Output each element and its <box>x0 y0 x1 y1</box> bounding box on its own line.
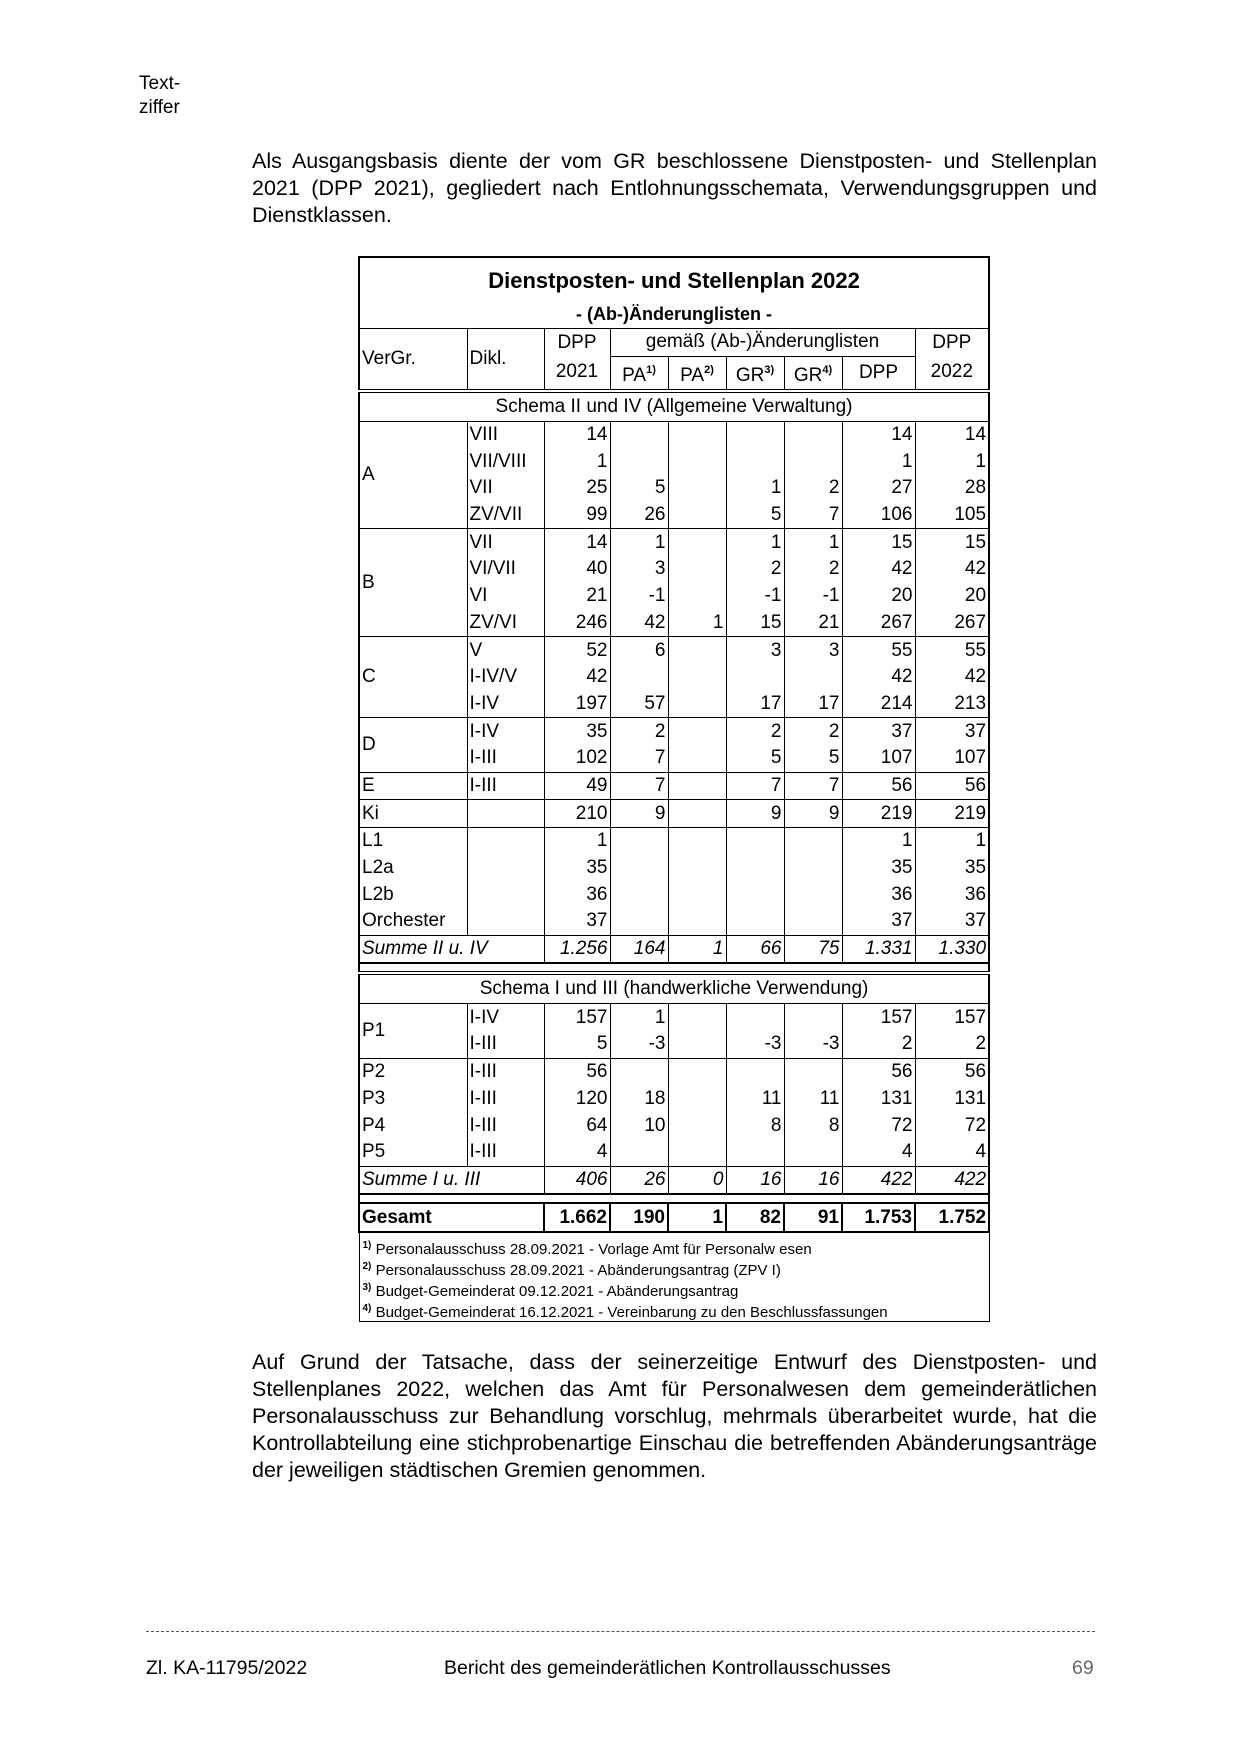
footer-title: Bericht des gemeinderätlichen Kontrollausschusses <box>444 1657 891 1679</box>
dikl-cell <box>467 908 544 935</box>
dpp-2021-cell: 35 <box>544 718 610 745</box>
vergr-cell: P5 <box>359 1139 467 1166</box>
pa2-cell <box>668 1112 726 1139</box>
dikl-cell: I-IV <box>467 718 544 745</box>
pa1-cell: 57 <box>610 691 668 718</box>
gr3-cell <box>726 421 784 448</box>
gr4-cell <box>784 1058 842 1085</box>
pa1-cell <box>610 1058 668 1085</box>
dpp-2022-cell: 105 <box>915 502 989 529</box>
dpp-sum-cell: 1 <box>842 448 915 475</box>
sum-2-4-dpp-2022: 1.330 <box>915 935 989 963</box>
gr3-cell: 2 <box>726 718 784 745</box>
dpp-2021-cell: 210 <box>544 800 610 828</box>
pa2-cell <box>668 448 726 475</box>
intro-paragraph: Als Ausgangsbasis diente der vom GR beschlossene Dienstposten- und Stellenplan 2021 (DPP 2021), gegliedert nach Entlohnungsschemata, Verwendungsgruppen und Dienstklassen. <box>252 149 1097 227</box>
dpp-2022-cell: 20 <box>915 583 989 610</box>
pa2-cell <box>668 637 726 664</box>
pa1-cell <box>610 855 668 882</box>
gr4-cell <box>784 881 842 908</box>
gr4-cell: 7 <box>784 772 842 800</box>
pa2-cell <box>668 1058 726 1085</box>
gr3-cell <box>726 908 784 935</box>
dpp-2021-cell: 36 <box>544 881 610 908</box>
dikl-cell: VII <box>467 529 544 556</box>
dikl-cell: I-III <box>467 1086 544 1113</box>
dikl-cell: I-III <box>467 1112 544 1139</box>
pa2-cell <box>668 881 726 908</box>
pa1-cell <box>610 1139 668 1166</box>
dpp-2022-cell: 4 <box>915 1139 989 1166</box>
dpp-2022-cell: 2 <box>915 1031 989 1058</box>
dpp-2021-cell: 35 <box>544 855 610 882</box>
gr4-cell: 7 <box>784 502 842 529</box>
gr4-cell <box>784 1139 842 1166</box>
sum-1-3-gr4: 16 <box>784 1166 842 1194</box>
dpp-sum-cell: 27 <box>842 475 915 502</box>
vergr-b: B <box>359 529 467 637</box>
pa2-cell <box>668 691 726 718</box>
sum-2-4-dpp-sum: 1.331 <box>842 935 915 963</box>
dpp-2021-cell: 1 <box>544 828 610 855</box>
dpp-sum-cell: 56 <box>842 772 915 800</box>
gr4-cell: 3 <box>784 637 842 664</box>
dpp-2022-cell: 72 <box>915 1112 989 1139</box>
gr3-cell: 8 <box>726 1112 784 1139</box>
pa1-cell <box>610 828 668 855</box>
dikl-cell: I-IV <box>467 1004 544 1031</box>
gr4-cell <box>784 664 842 691</box>
total-gr3: 82 <box>726 1203 784 1232</box>
dpp-2022-cell: 1 <box>915 448 989 475</box>
dpp-2022-cell: 28 <box>915 475 989 502</box>
sum-1-3-dpp-2022: 422 <box>915 1166 989 1194</box>
dpp-2022-cell: 15 <box>915 529 989 556</box>
table-spacer <box>359 1194 989 1203</box>
sum-1-3-gr3: 16 <box>726 1166 784 1194</box>
total-gr4: 91 <box>784 1203 842 1232</box>
gr3-cell <box>726 828 784 855</box>
dpp-2021-cell: 25 <box>544 475 610 502</box>
gr4-cell: 2 <box>784 475 842 502</box>
pa1-cell <box>610 881 668 908</box>
dpp-2021-cell: 14 <box>544 529 610 556</box>
vergr-cell: L1 <box>359 828 467 855</box>
pa2-cell <box>668 664 726 691</box>
pa1-cell: 1 <box>610 1004 668 1031</box>
dpp-2022-cell: 131 <box>915 1086 989 1113</box>
gr3-cell: 17 <box>726 691 784 718</box>
vergr-cell: Ki <box>359 800 467 828</box>
dpp-sum-cell: 37 <box>842 908 915 935</box>
pa2-cell <box>668 772 726 800</box>
pa2-cell <box>668 529 726 556</box>
pa1-cell: 3 <box>610 556 668 583</box>
gr4-cell <box>784 421 842 448</box>
vergr-cell: L2a <box>359 855 467 882</box>
pa2-cell <box>668 1004 726 1031</box>
dikl-cell: VI <box>467 583 544 610</box>
footer-reference: Zl. KA-11795/2022 <box>146 1657 308 1679</box>
table-subtitle: - (Ab-)Änderunglisten - <box>359 300 989 329</box>
dikl-cell <box>467 881 544 908</box>
dpp-2021-cell: 197 <box>544 691 610 718</box>
total-pa1: 190 <box>610 1203 668 1232</box>
pa1-cell: 2 <box>610 718 668 745</box>
pa1-cell: 1 <box>610 529 668 556</box>
pa1-cell <box>610 448 668 475</box>
vergr-cell: P4 <box>359 1112 467 1139</box>
gr3-cell <box>726 1004 784 1031</box>
pa1-cell: 9 <box>610 800 668 828</box>
dikl-cell: ZV/VII <box>467 502 544 529</box>
dpp-sum-cell: 14 <box>842 421 915 448</box>
sum-1-3-dpp-sum: 422 <box>842 1166 915 1194</box>
dpp-2022-cell: 42 <box>915 664 989 691</box>
total-pa2: 1 <box>668 1203 726 1232</box>
vergr-a: A <box>359 421 467 529</box>
dpp-sum-cell: 72 <box>842 1112 915 1139</box>
dpp-sum-cell: 20 <box>842 583 915 610</box>
header-dpp-2021: DPP <box>544 329 610 357</box>
page-number: 69 <box>1072 1657 1094 1679</box>
pa2-cell <box>668 502 726 529</box>
pa1-cell <box>610 421 668 448</box>
sum-1-3-pa1: 26 <box>610 1166 668 1194</box>
dpp-2022-cell: 219 <box>915 800 989 828</box>
dpp-2021-cell: 14 <box>544 421 610 448</box>
dpp-2021-cell: 4 <box>544 1139 610 1166</box>
dpp-2021-cell: 246 <box>544 610 610 637</box>
pa2-cell <box>668 1031 726 1058</box>
dikl-cell: ZV/VI <box>467 610 544 637</box>
footnotes <box>359 1232 989 1322</box>
dpp-2022-cell: 267 <box>915 610 989 637</box>
table-spacer <box>359 963 989 973</box>
staffing-table <box>358 256 988 1322</box>
pa1-cell <box>610 664 668 691</box>
dpp-2021-cell: 120 <box>544 1086 610 1113</box>
pa2-cell <box>668 718 726 745</box>
pa1-cell: 6 <box>610 637 668 664</box>
dpp-sum-cell: 42 <box>842 664 915 691</box>
gr3-cell: 3 <box>726 637 784 664</box>
dpp-sum-cell: 157 <box>842 1004 915 1031</box>
dikl-cell: VII/VIII <box>467 448 544 475</box>
header-vergr: VerGr. <box>359 329 467 391</box>
gr3-cell: -3 <box>726 1031 784 1058</box>
pa2-cell <box>668 556 726 583</box>
dpp-sum-cell: 36 <box>842 881 915 908</box>
dpp-2022-cell: 107 <box>915 745 989 772</box>
dpp-sum-cell: 2 <box>842 1031 915 1058</box>
dpp-sum-cell: 37 <box>842 718 915 745</box>
pa2-cell <box>668 908 726 935</box>
pa2-cell <box>668 475 726 502</box>
header-gemaess: gemäß (Ab-)Änderunglisten <box>610 329 915 357</box>
footer-divider <box>146 1631 1095 1632</box>
pa1-cell: -3 <box>610 1031 668 1058</box>
text-number-label <box>139 72 180 120</box>
dpp-2021-cell: 40 <box>544 556 610 583</box>
dpp-sum-cell: 56 <box>842 1058 915 1085</box>
gr3-cell: 1 <box>726 529 784 556</box>
header-dpp-2022: DPP <box>915 329 989 357</box>
dikl-cell: I-III <box>467 1058 544 1085</box>
header-pa2: PA$^{2)}$ <box>668 356 726 391</box>
dpp-2021-cell: 56 <box>544 1058 610 1085</box>
dpp-sum-cell: 15 <box>842 529 915 556</box>
gr4-cell: 17 <box>784 691 842 718</box>
dpp-2022-cell: 1 <box>915 828 989 855</box>
sum-2-4-gr4: 75 <box>784 935 842 963</box>
dpp-2021-cell: 102 <box>544 745 610 772</box>
pa2-cell <box>668 828 726 855</box>
dikl-cell: I-IV <box>467 691 544 718</box>
gr3-cell <box>726 448 784 475</box>
dpp-sum-cell: 131 <box>842 1086 915 1113</box>
vergr-cell: P3 <box>359 1086 467 1113</box>
dpp-2021-cell: 49 <box>544 772 610 800</box>
dpp-sum-cell: 42 <box>842 556 915 583</box>
dikl-cell: I-III <box>467 745 544 772</box>
pa1-cell: 10 <box>610 1112 668 1139</box>
pa2-cell: 1 <box>668 610 726 637</box>
gr4-cell <box>784 448 842 475</box>
dpp-2022-cell: 55 <box>915 637 989 664</box>
sum-2-4-dpp-2021: 1.256 <box>544 935 610 963</box>
gr3-cell <box>726 855 784 882</box>
dpp-2022-cell: 36 <box>915 881 989 908</box>
pa1-cell: 26 <box>610 502 668 529</box>
dikl-cell: I-III <box>467 1139 544 1166</box>
pa2-cell <box>668 421 726 448</box>
vergr-cell: Orchester <box>359 908 467 935</box>
dpp-2022-cell: 42 <box>915 556 989 583</box>
pa1-cell: 42 <box>610 610 668 637</box>
vergr-c: C <box>359 637 467 718</box>
dpp-2022-cell: 56 <box>915 1058 989 1085</box>
dikl-cell: VII <box>467 475 544 502</box>
pa1-cell: 18 <box>610 1086 668 1113</box>
dpp-2021-cell: 42 <box>544 664 610 691</box>
gr3-cell: 7 <box>726 772 784 800</box>
sum-2-4-gr3: 66 <box>726 935 784 963</box>
dikl-cell: I-III <box>467 1031 544 1058</box>
dpp-2021-cell: 5 <box>544 1031 610 1058</box>
dpp-sum-cell: 35 <box>842 855 915 882</box>
gr4-cell <box>784 908 842 935</box>
gr3-cell: -1 <box>726 583 784 610</box>
dpp-2022-cell: 213 <box>915 691 989 718</box>
dikl-cell: VI/VII <box>467 556 544 583</box>
pa1-cell: 5 <box>610 475 668 502</box>
table-title: Dienstposten- und Stellenplan 2022 <box>359 257 989 300</box>
gr3-cell <box>726 664 784 691</box>
dpp-2022-cell: 37 <box>915 718 989 745</box>
dpp-sum-cell: 107 <box>842 745 915 772</box>
section-schema-1-3: Schema I und III (handwerkliche Verwendung) <box>359 973 989 1004</box>
gr4-cell: 8 <box>784 1112 842 1139</box>
pa1-cell <box>610 908 668 935</box>
gr3-cell <box>726 1058 784 1085</box>
footnote-4: $^{4)}$ Budget-Gemeinderat 16.12.2021 - Vereinbarung zu den Beschlussfassungen <box>362 1302 888 1321</box>
total-dpp-2021: 1.662 <box>544 1203 610 1232</box>
gr4-cell: 5 <box>784 745 842 772</box>
dikl-cell: I-IV/V <box>467 664 544 691</box>
total-dpp-2022: 1.752 <box>915 1203 989 1232</box>
dpp-sum-cell: 1 <box>842 828 915 855</box>
dpp-2022-cell: 35 <box>915 855 989 882</box>
gr3-cell <box>726 1139 784 1166</box>
dpp-2022-cell: 157 <box>915 1004 989 1031</box>
vergr-cell: L2b <box>359 881 467 908</box>
pa2-cell <box>668 583 726 610</box>
pa2-cell <box>668 800 726 828</box>
dpp-sum-cell: 214 <box>842 691 915 718</box>
gr4-cell: -1 <box>784 583 842 610</box>
sum-1-3-label: Summe I u. III <box>359 1166 544 1194</box>
gr4-cell: 9 <box>784 800 842 828</box>
dpp-sum-cell: 4 <box>842 1139 915 1166</box>
dikl-cell <box>467 828 544 855</box>
dpp-2022-cell: 14 <box>915 421 989 448</box>
header-gr3: GR$^{3)}$ <box>726 356 784 391</box>
dpp-2022-cell: 56 <box>915 772 989 800</box>
gr4-cell <box>784 828 842 855</box>
gr4-cell: -3 <box>784 1031 842 1058</box>
pa2-cell <box>668 745 726 772</box>
sum-2-4-label: Summe II u. IV <box>359 935 544 963</box>
gr4-cell: 21 <box>784 610 842 637</box>
pa2-cell <box>668 1139 726 1166</box>
dpp-2021-cell: 64 <box>544 1112 610 1139</box>
pa1-cell: 7 <box>610 745 668 772</box>
header-gr4: GR$^{4)}$ <box>784 356 842 391</box>
dikl-cell <box>467 800 544 828</box>
pa2-cell <box>668 855 726 882</box>
gr4-cell <box>784 855 842 882</box>
sum-2-4-pa2: 1 <box>668 935 726 963</box>
side-label-line2: ziffer <box>139 97 180 118</box>
header-year-2022: 2022 <box>915 356 989 391</box>
dpp-sum-cell: 55 <box>842 637 915 664</box>
dikl-cell: V <box>467 637 544 664</box>
gr3-cell: 15 <box>726 610 784 637</box>
sum-1-3-dpp-2021: 406 <box>544 1166 610 1194</box>
header-dikl: Dikl. <box>467 329 544 391</box>
gr3-cell: 2 <box>726 556 784 583</box>
sum-2-4-pa1: 164 <box>610 935 668 963</box>
gr4-cell: 11 <box>784 1086 842 1113</box>
side-label-line1: Text- <box>139 73 181 94</box>
gr3-cell: 5 <box>726 502 784 529</box>
total-dpp-sum: 1.753 <box>842 1203 915 1232</box>
header-year-2021: 2021 <box>544 356 610 391</box>
pa1-cell: -1 <box>610 583 668 610</box>
gr4-cell: 1 <box>784 529 842 556</box>
vergr-cell: E <box>359 772 467 800</box>
dpp-2021-cell: 1 <box>544 448 610 475</box>
dpp-2021-cell: 37 <box>544 908 610 935</box>
dpp-2021-cell: 52 <box>544 637 610 664</box>
gr4-cell: 2 <box>784 718 842 745</box>
vergr-p1: P1 <box>359 1004 467 1058</box>
sum-1-3-pa2: 0 <box>668 1166 726 1194</box>
header-pa1: PA$^{1)}$ <box>610 356 668 391</box>
section-schema-2-4: Schema II und IV (Allgemeine Verwaltung) <box>359 391 989 422</box>
dpp-2021-cell: 21 <box>544 583 610 610</box>
footnote-1: $^{1)}$ Personalausschuss 28.09.2021 - Vorlage Amt für Personalw esen <box>362 1239 812 1258</box>
gr3-cell: 1 <box>726 475 784 502</box>
footnote-2: $^{2)}$ Personalausschuss 28.09.2021 - Abänderungsantrag (ZPV I) <box>362 1260 781 1279</box>
pa1-cell: 7 <box>610 772 668 800</box>
dikl-cell: VIII <box>467 421 544 448</box>
dpp-2022-cell: 37 <box>915 908 989 935</box>
pa2-cell <box>668 1086 726 1113</box>
gr3-cell <box>726 881 784 908</box>
vergr-d: D <box>359 718 467 772</box>
vergr-cell: P2 <box>359 1058 467 1085</box>
header-dpp-sub: DPP <box>842 356 915 391</box>
dpp-sum-cell: 219 <box>842 800 915 828</box>
dpp-sum-cell: 106 <box>842 502 915 529</box>
dikl-cell <box>467 855 544 882</box>
dpp-sum-cell: 267 <box>842 610 915 637</box>
outro-paragraph: Auf Grund der Tatsache, dass der seinerzeitige Entwurf des Dienstposten- und Stellenplanes 2022, welchen das Amt für Personalwesen dem gemeinderätlichen Personalausschuss zur Behandlung vorschlug, mehrmals überarbeitet wurde, hat die Kontrollabteilung eine stichprobenartige Einschau die betreffenden Abänderungsanträge der jeweiligen städtischen Gremien genommen. <box>252 1350 1097 1482</box>
total-label: Gesamt <box>359 1203 544 1232</box>
gr3-cell: 5 <box>726 745 784 772</box>
dpp-2021-cell: 99 <box>544 502 610 529</box>
gr4-cell <box>784 1004 842 1031</box>
footnote-3: $^{3)}$ Budget-Gemeinderat 09.12.2021 - Abänderungsantrag <box>362 1281 739 1300</box>
gr3-cell: 9 <box>726 800 784 828</box>
dikl-cell: I-III <box>467 772 544 800</box>
gr3-cell: 11 <box>726 1086 784 1113</box>
gr4-cell: 2 <box>784 556 842 583</box>
dpp-2021-cell: 157 <box>544 1004 610 1031</box>
